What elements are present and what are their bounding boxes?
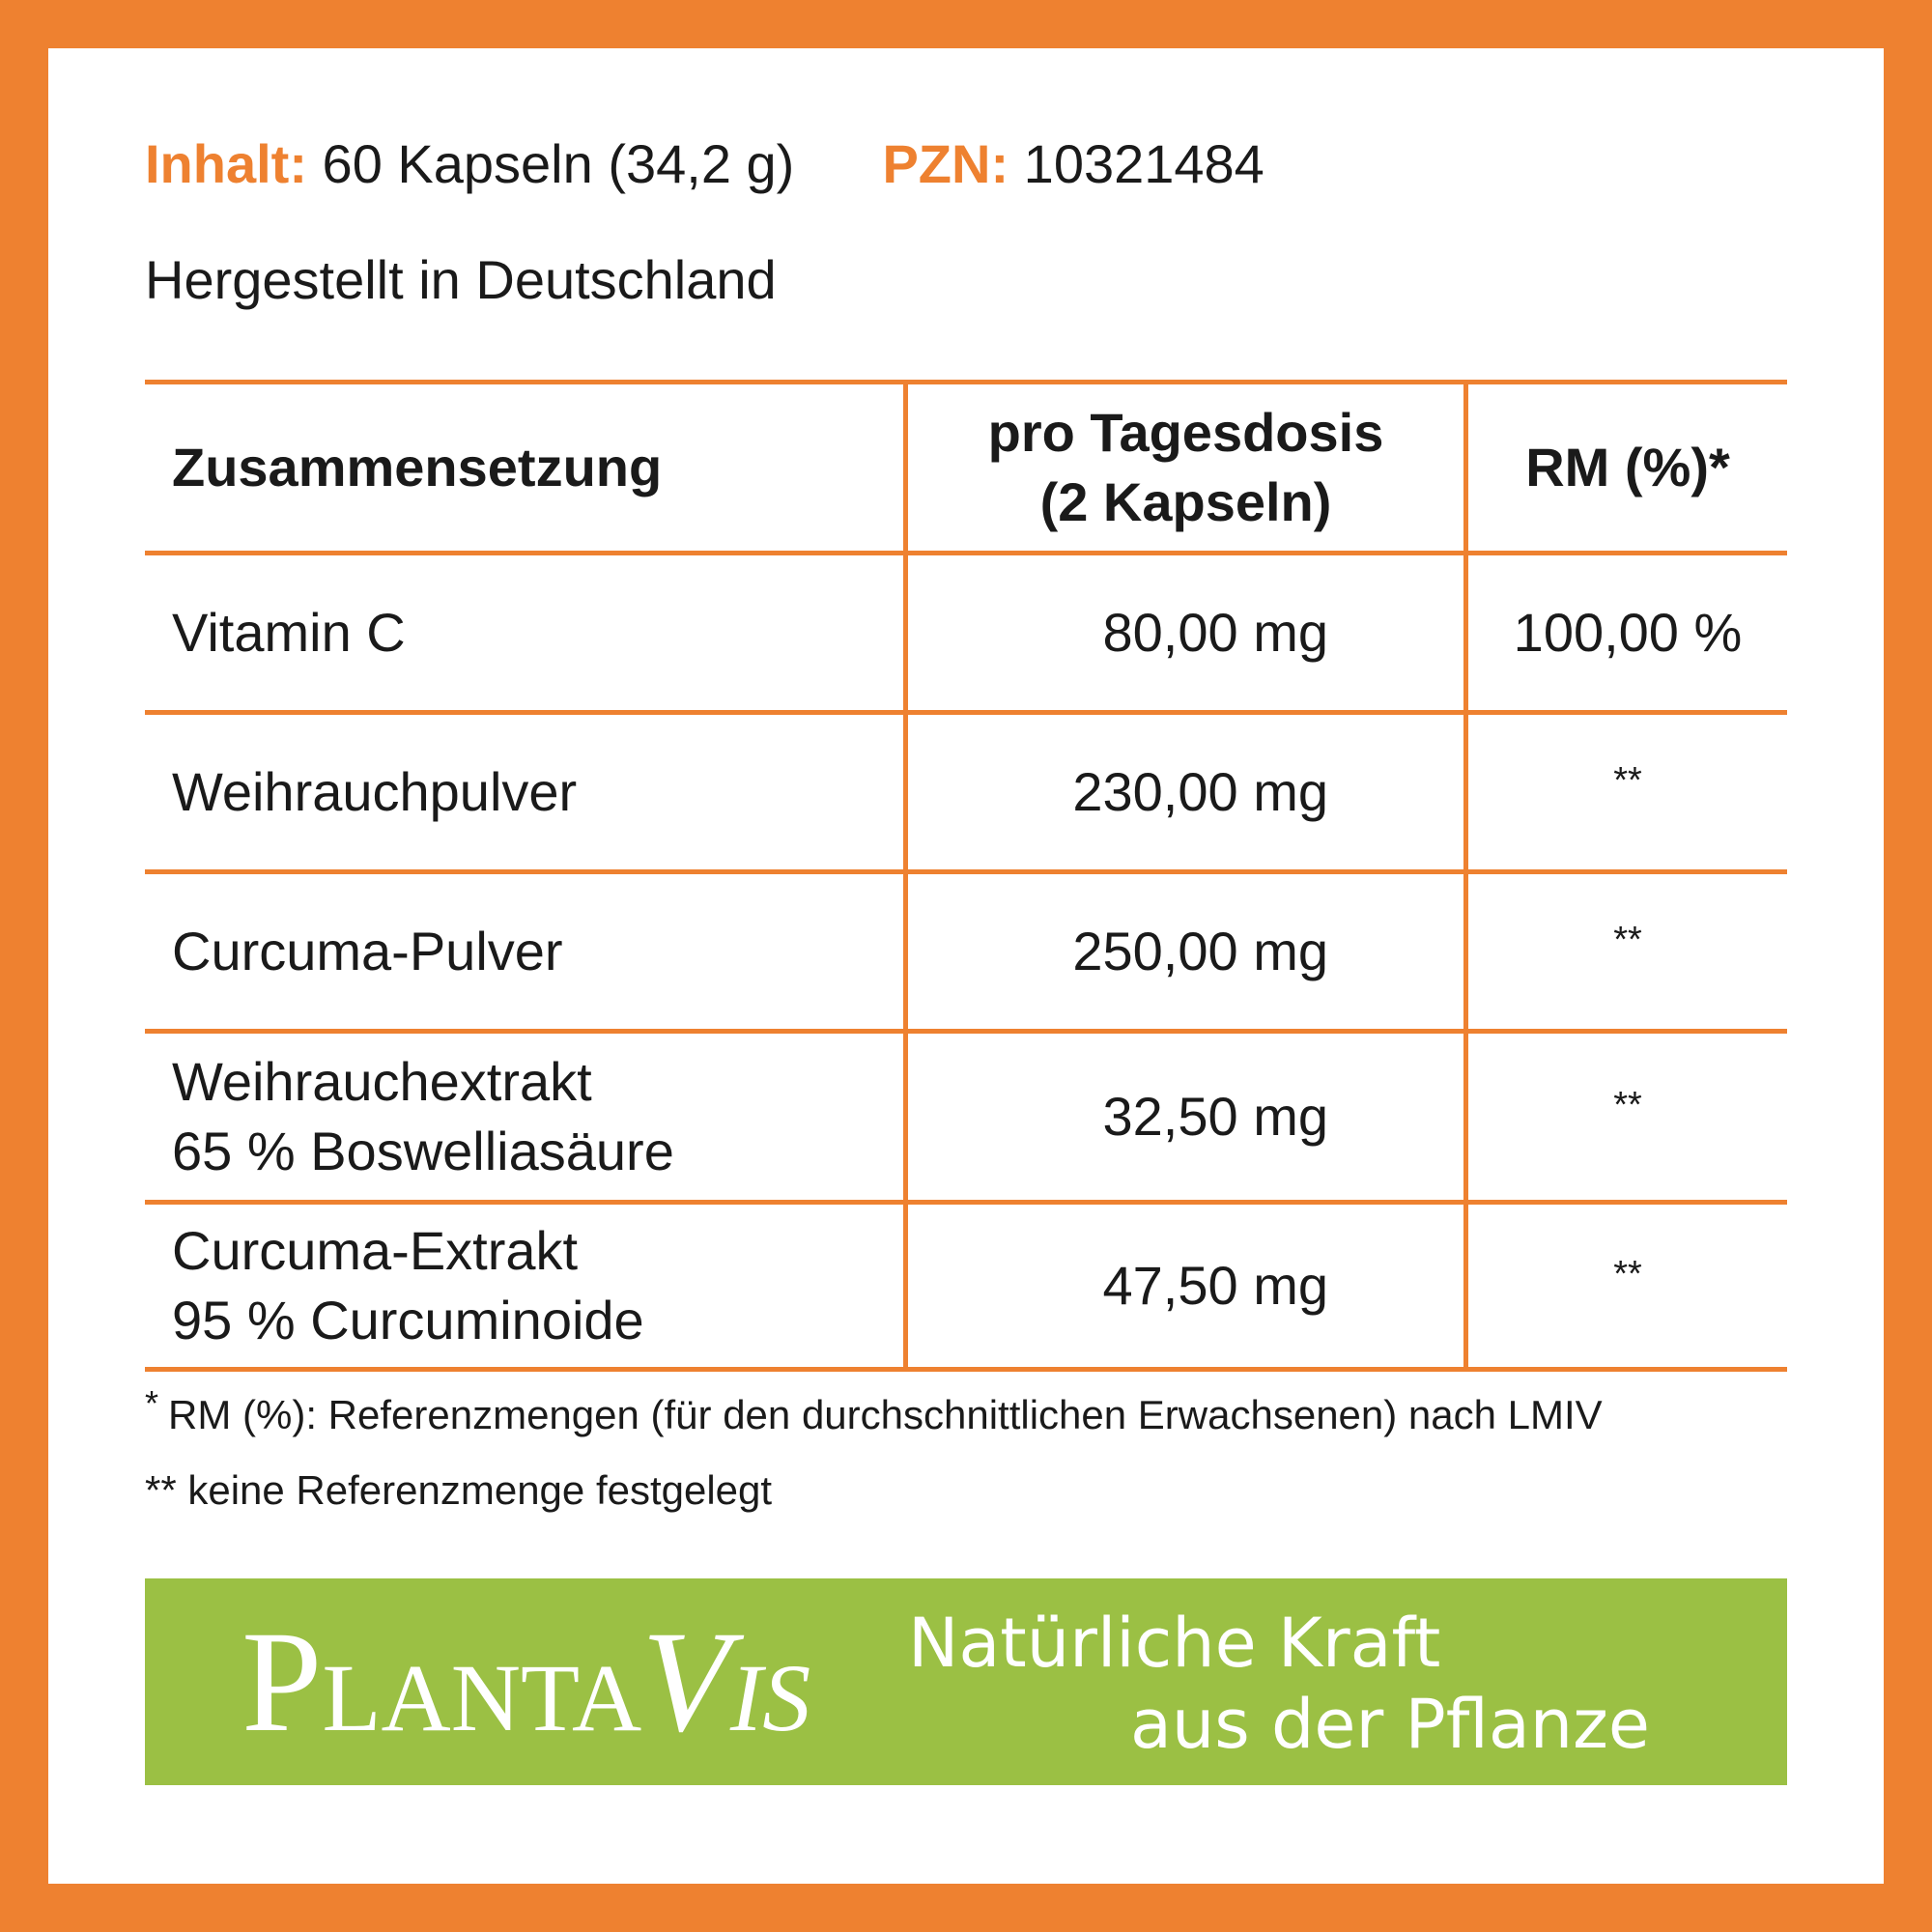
header-daily-dose-line1: pro Tagesdosis bbox=[987, 402, 1384, 463]
table-row bbox=[145, 874, 1787, 1034]
header-composition: Zusammensetzung bbox=[145, 384, 908, 551]
header-daily-dose bbox=[908, 384, 1468, 551]
rm-stars: ** bbox=[1613, 760, 1642, 801]
footnote-rm-text: RM (%): Referenzmengen (für den durchschnittlichen Erwachsenen) nach LMIV bbox=[168, 1392, 1603, 1437]
ingredient-name-line1: Vitamin C bbox=[172, 602, 406, 663]
pzn-label: PZN: bbox=[882, 133, 1009, 194]
info-line bbox=[145, 133, 1264, 195]
ingredient-amount: 250,00 mg bbox=[908, 874, 1468, 1029]
header-daily-dose-line2: (2 Kapseln) bbox=[1039, 471, 1332, 532]
table-row bbox=[145, 555, 1787, 715]
rm-stars: ** bbox=[1613, 1254, 1642, 1294]
table-row bbox=[145, 1205, 1787, 1372]
header-rm: RM (%)* bbox=[1525, 437, 1730, 497]
ingredient-name-line2: 65 % Boswelliasäure bbox=[172, 1121, 674, 1181]
rm-stars: ** bbox=[1613, 1085, 1642, 1125]
ingredient-name-line1: Curcuma-Extrakt bbox=[172, 1220, 579, 1281]
nutrition-table bbox=[145, 380, 1787, 1372]
footnote-rm bbox=[145, 1383, 1603, 1441]
ingredient-amount: 47,50 mg bbox=[908, 1205, 1468, 1367]
brand-banner bbox=[145, 1578, 1787, 1785]
rm-stars: ** bbox=[1613, 920, 1642, 960]
slogan-line1: Natürliche Kraft bbox=[908, 1604, 1441, 1683]
ingredient-rm bbox=[1468, 1034, 1787, 1200]
ingredient-name bbox=[145, 1034, 908, 1200]
ingredient-rm: 100,00 % bbox=[1513, 602, 1743, 663]
ingredient-rm bbox=[1468, 715, 1787, 869]
ingredient-name bbox=[145, 1205, 908, 1367]
inhalt-value: 60 Kapseln (34,2 g) bbox=[322, 133, 795, 194]
ingredient-name bbox=[145, 874, 908, 1029]
ingredient-amount: 80,00 mg bbox=[908, 555, 1468, 710]
table-row bbox=[145, 1034, 1787, 1205]
footnote-no-reference: ** keine Referenzmenge festgelegt bbox=[145, 1467, 773, 1513]
ingredient-name-line1: Curcuma-Pulver bbox=[172, 921, 563, 981]
made-in-text: Hergestellt in Deutschland bbox=[145, 249, 777, 310]
ingredient-rm bbox=[1468, 1205, 1787, 1367]
inhalt-label: Inhalt: bbox=[145, 133, 307, 194]
table-row bbox=[145, 715, 1787, 874]
table-header-row bbox=[145, 384, 1787, 555]
ingredient-name-line1: Weihrauchpulver bbox=[172, 761, 578, 822]
ingredient-amount: 230,00 mg bbox=[908, 715, 1468, 869]
ingredient-name-line2: 95 % Curcuminoide bbox=[172, 1290, 644, 1350]
ingredient-name bbox=[145, 715, 908, 869]
plantavis-logo: PLANTAVIS bbox=[242, 1602, 811, 1762]
ingredient-name-line1: Weihrauchextrakt bbox=[172, 1051, 592, 1112]
footnote-mark: * bbox=[145, 1383, 159, 1423]
slogan-line2: aus der Pflanze bbox=[1130, 1685, 1650, 1764]
ingredient-name bbox=[145, 555, 908, 710]
pzn-value: 10321484 bbox=[1023, 133, 1264, 194]
ingredient-rm bbox=[1468, 874, 1787, 1029]
slogan bbox=[908, 1604, 1650, 1768]
ingredient-amount: 32,50 mg bbox=[908, 1034, 1468, 1200]
